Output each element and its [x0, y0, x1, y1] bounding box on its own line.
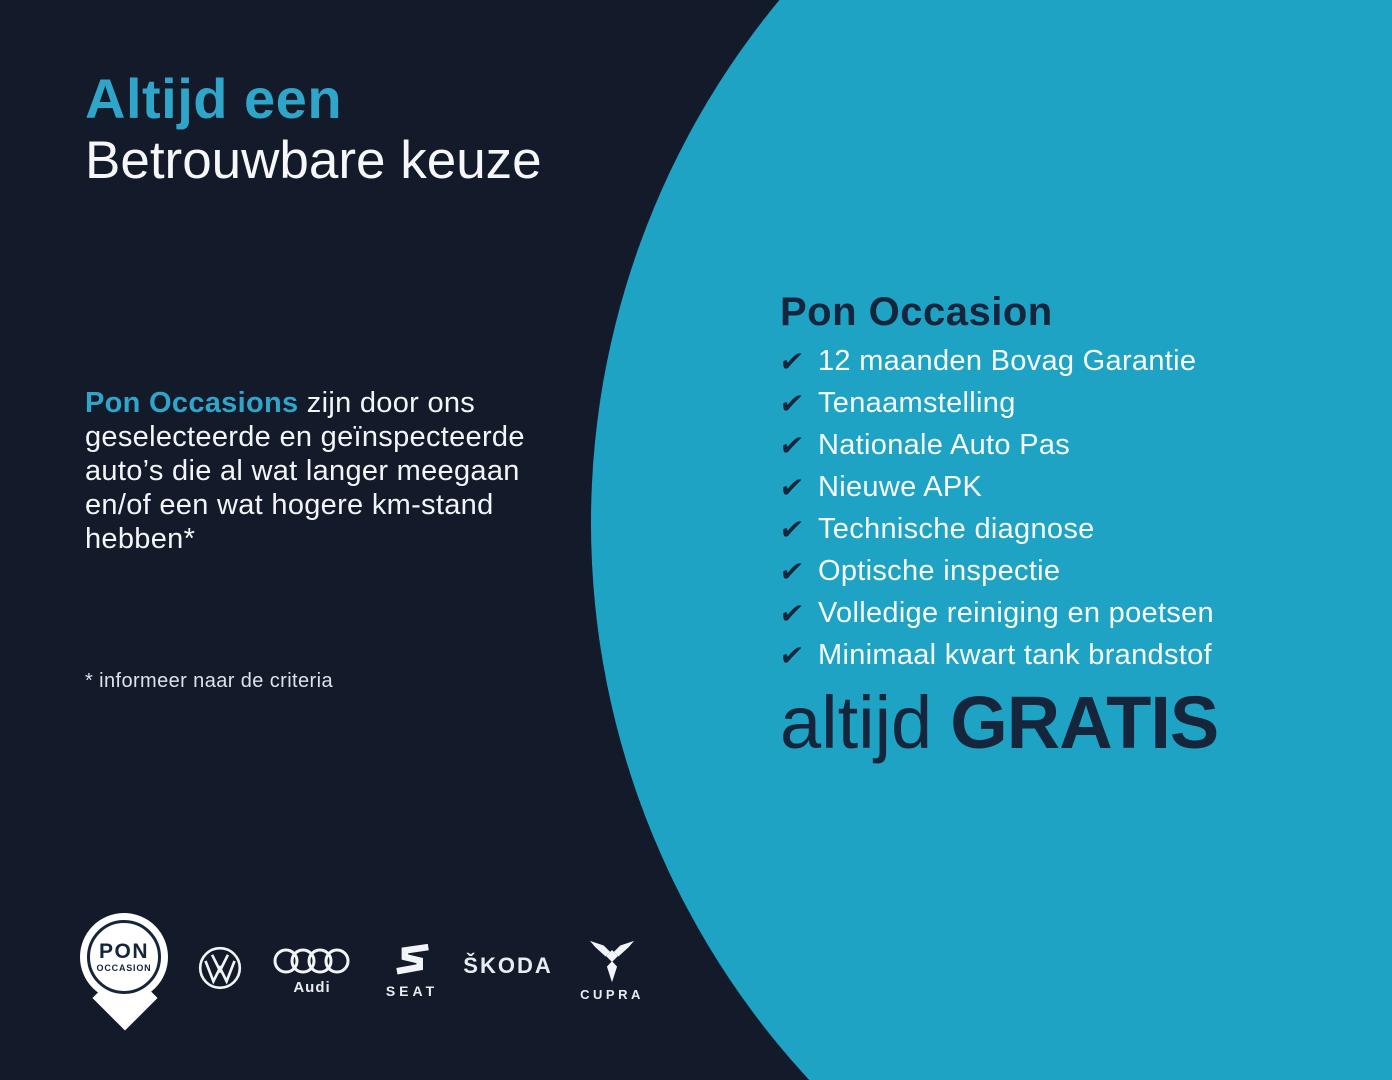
benefit-label: Nieuwe APK: [818, 470, 983, 503]
benefit-label: Optische inspectie: [818, 554, 1061, 587]
benefit-label: Tenaamstelling: [818, 386, 1016, 419]
check-icon: ✔: [777, 471, 806, 503]
audi-logo: [272, 947, 352, 996]
seat-wordmark: SEAT: [385, 983, 439, 999]
check-icon: ✔: [777, 513, 806, 545]
always-free-word-bold: GRATIS: [950, 681, 1219, 764]
benefit-label: Minimaal kwart tank brandstof: [818, 638, 1212, 671]
always-free-word-regular: altijd: [780, 681, 933, 764]
pon-logo-text: PON: [98, 940, 149, 963]
benefit-item: [777, 382, 1214, 424]
benefit-label: Nationale Auto Pas: [818, 428, 1071, 461]
pon-occasion-logo: [80, 913, 170, 1033]
benefit-item: [777, 634, 1214, 676]
intro-lead: Pon Occasions: [85, 387, 299, 419]
headline-main: Betrouwbare keuze: [85, 130, 542, 190]
page-title: [85, 68, 542, 190]
check-icon: ✔: [777, 639, 806, 671]
skoda-wordmark: ŠKODA: [463, 953, 553, 978]
footnote: * informeer naar de criteria: [85, 670, 333, 692]
pon-logo-subtext: OCCASION: [96, 963, 152, 973]
check-icon: ✔: [777, 555, 806, 587]
benefit-label: 12 maanden Bovag Garantie: [818, 344, 1197, 377]
benefits-section: [777, 290, 1214, 676]
audi-rings-icon: [273, 947, 351, 975]
headline-accent: Altijd een: [85, 67, 343, 130]
benefits-title: Pon Occasion: [780, 290, 1053, 334]
volkswagen-logo: [198, 946, 242, 990]
always-free-tagline: [780, 681, 1219, 764]
benefits-list: [777, 340, 1214, 676]
benefit-item: [777, 592, 1214, 634]
vw-roundel-icon: [198, 946, 242, 990]
intro-paragraph: [85, 386, 577, 556]
cupra-wordmark: CUPRA: [580, 987, 644, 1002]
audi-wordmark: Audi: [293, 979, 331, 996]
benefit-item: [777, 340, 1214, 382]
benefit-item: [777, 424, 1214, 466]
benefit-label: Technische diagnose: [818, 512, 1095, 545]
pon-pin-inner-ring: [87, 920, 161, 994]
skoda-logo: [458, 953, 558, 979]
check-icon: ✔: [777, 597, 806, 629]
check-icon: ✔: [777, 429, 806, 461]
benefit-item: [777, 508, 1214, 550]
benefit-label: Volledige reiniging en poetsen: [818, 596, 1214, 629]
seat-logo: [382, 941, 442, 999]
benefit-item: [777, 550, 1214, 592]
check-icon: ✔: [777, 345, 806, 377]
benefit-item: [777, 466, 1214, 508]
cupra-logo: [576, 940, 648, 1002]
cupra-emblem-icon: [589, 940, 635, 984]
seat-s-icon: [393, 941, 431, 979]
intro-body: zijn door ons geselecteerde en geïnspecteerde auto’s die al wat langer meegaan en/of een wat hogere km-stand hebben*: [85, 387, 525, 555]
check-icon: ✔: [777, 387, 806, 419]
